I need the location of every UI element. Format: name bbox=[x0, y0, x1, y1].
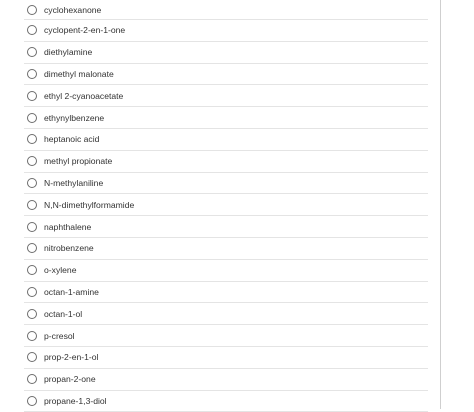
radio-button[interactable] bbox=[27, 47, 37, 57]
radio-option[interactable] bbox=[24, 238, 428, 260]
radio-option-label: p-cresol bbox=[44, 330, 75, 341]
radio-option[interactable] bbox=[24, 282, 428, 304]
radio-button[interactable] bbox=[27, 287, 37, 297]
radio-option-label: propan-2-one bbox=[44, 374, 96, 385]
radio-option[interactable] bbox=[24, 107, 428, 129]
radio-option[interactable] bbox=[24, 260, 428, 282]
radio-button[interactable] bbox=[27, 69, 37, 79]
radio-option-label: N-methylaniline bbox=[44, 177, 104, 188]
radio-option[interactable] bbox=[24, 20, 428, 42]
radio-button[interactable] bbox=[27, 222, 37, 232]
radio-button[interactable] bbox=[27, 331, 37, 341]
radio-button[interactable] bbox=[27, 352, 37, 362]
radio-option[interactable] bbox=[24, 0, 428, 20]
radio-option-label: octan-1-amine bbox=[44, 286, 99, 297]
radio-option-label: cyclopent-2-en-1-one bbox=[44, 25, 126, 36]
radio-option-label: diethylamine bbox=[44, 47, 93, 58]
radio-button[interactable] bbox=[27, 25, 37, 35]
radio-option[interactable] bbox=[24, 64, 428, 86]
radio-button[interactable] bbox=[27, 374, 37, 384]
radio-option[interactable] bbox=[24, 151, 428, 173]
radio-button[interactable] bbox=[27, 113, 37, 123]
radio-option-label: cyclohexanone bbox=[44, 4, 102, 15]
radio-option-label: prop-2-en-1-ol bbox=[44, 352, 99, 363]
radio-button[interactable] bbox=[27, 178, 37, 188]
radio-option[interactable] bbox=[24, 194, 428, 216]
radio-option[interactable] bbox=[24, 303, 428, 325]
radio-button[interactable] bbox=[27, 134, 37, 144]
radio-option[interactable] bbox=[24, 42, 428, 64]
radio-option[interactable] bbox=[24, 325, 428, 347]
radio-option-label: octan-1-ol bbox=[44, 308, 83, 319]
radio-option[interactable] bbox=[24, 173, 428, 195]
radio-option[interactable] bbox=[24, 369, 428, 391]
radio-button[interactable] bbox=[27, 156, 37, 166]
radio-option-label: o-xylene bbox=[44, 265, 77, 276]
radio-button[interactable] bbox=[27, 265, 37, 275]
radio-button[interactable] bbox=[27, 309, 37, 319]
radio-option-label: naphthalene bbox=[44, 221, 92, 232]
radio-option-label: ethyl 2-cyanoacetate bbox=[44, 90, 124, 101]
radio-option-label: propane-1,3-diol bbox=[44, 395, 107, 406]
radio-button[interactable] bbox=[27, 243, 37, 253]
radio-option-list bbox=[24, 0, 428, 412]
radio-button[interactable] bbox=[27, 396, 37, 406]
radio-button[interactable] bbox=[27, 5, 37, 15]
radio-option-label: heptanoic acid bbox=[44, 134, 100, 145]
radio-option[interactable] bbox=[24, 347, 428, 369]
radio-option[interactable] bbox=[24, 85, 428, 107]
radio-option-label: nitrobenzene bbox=[44, 243, 94, 254]
radio-option[interactable] bbox=[24, 129, 428, 151]
radio-button[interactable] bbox=[27, 200, 37, 210]
radio-option[interactable] bbox=[24, 216, 428, 238]
radio-button[interactable] bbox=[27, 91, 37, 101]
radio-option-label: dimethyl malonate bbox=[44, 68, 114, 79]
radio-option-label: ethynylbenzene bbox=[44, 112, 105, 123]
radio-option-label: methyl propionate bbox=[44, 156, 113, 167]
radio-option-label: N,N-dimethylformamide bbox=[44, 199, 135, 210]
